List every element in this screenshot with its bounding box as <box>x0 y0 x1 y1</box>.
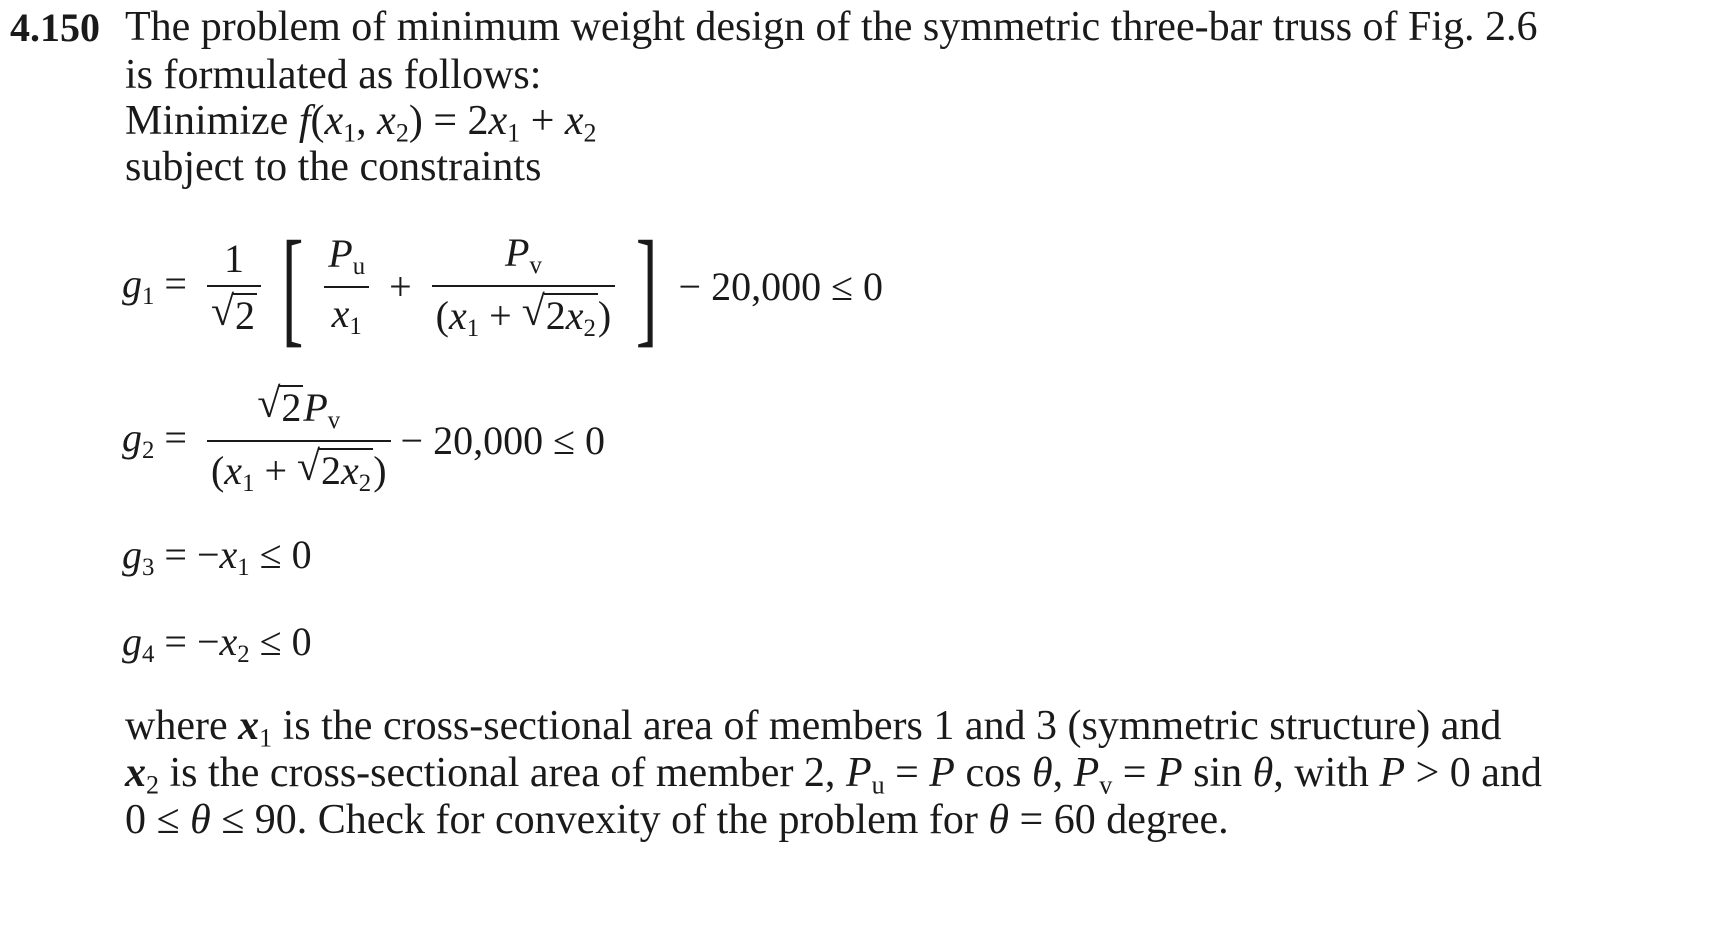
g1-prefix-denominator: √ 2 <box>207 287 261 336</box>
g2-fraction <box>207 385 391 496</box>
intro-line-2: is formulated as follows: <box>125 52 542 98</box>
g1-subscript: 1 <box>142 283 155 311</box>
g3-label: g <box>122 532 142 577</box>
objective-lhs: f <box>298 98 311 144</box>
closing-line1-text: is the cross-sectional area of members 1 and 3 (symmetric structure) and <box>272 703 1502 749</box>
g2-denominator: ($x_1$ + √ $2x_2$) <box>207 442 391 497</box>
g2-label: g <box>122 414 142 460</box>
g1-prefix-numerator: 1 <box>207 239 261 287</box>
closing-line-1: where $x_1$ is the cross-sectional area of members 1 and 3 (symmetric structure) and <box>125 703 1502 753</box>
g4-subscript: 4 <box>142 640 155 668</box>
g2-subscript: 2 <box>142 436 155 464</box>
g2-numerator: √ $2P_v$ <box>207 385 391 442</box>
subject-line: subject to the constraints <box>125 144 542 190</box>
closing-line-2: $x_2$ is the cross-sectional area of member 2, $P_u = P$ cos θ, $P_v = P$ sin θ, with P > 0 and <box>125 750 1542 800</box>
g4-label: g <box>122 619 142 664</box>
constraint-g1: $g_1$ = 1 √ 2 [ $\frac{P_u}{x_1}$ + $\frac{P_v}{(x_1 + √ 2x_2)}$ ] − 20,000 ≤ 0 <box>122 222 883 342</box>
g1-pv-numerator: $P_v$ <box>432 233 616 287</box>
g1-label: g <box>122 261 142 307</box>
g1-right-bracket: ] <box>636 215 658 359</box>
g1-pu-numerator: $P_u$ <box>324 234 369 288</box>
constraint-g3: $g_3 = -x_1 \le 0$ <box>122 532 312 581</box>
closing-line2-text: is the cross-sectional area of member 2, <box>159 750 846 796</box>
g1-pu-fraction <box>324 231 369 340</box>
constraint-g2: $g_2$ = √ $\frac{2P_v}{(x_1 + √ 2x_2)}$ − 20,000 ≤ 0 <box>122 385 605 495</box>
closing-line-3: 0 ≤ θ ≤ 90. Check for convexity of the problem for θ = 60 degree. <box>125 797 1229 843</box>
g1-prefix-fraction <box>207 235 261 338</box>
constraint-g4: $g_4 = -x_2 \le 0$ <box>122 619 312 668</box>
g1-pv-fraction <box>432 229 616 342</box>
g3-subscript: 3 <box>142 553 155 581</box>
problem-number: 4.150 <box>10 5 100 50</box>
objective-line: Minimize $f(x_1$, $x_2) = 2x_1 + x_2$ <box>125 98 597 148</box>
g1-pu-denominator: $x_1$ <box>331 291 362 340</box>
minimize-word: Minimize <box>125 98 289 144</box>
g2-tail: − 20,000 ≤ 0 <box>400 417 606 463</box>
g1-tail: − 20,000 ≤ 0 <box>678 264 884 309</box>
intro-line-1: The problem of minimum weight design of the symmetric three-bar truss of Fig. 2.6 <box>125 4 1538 50</box>
closing-where: where <box>125 703 239 749</box>
g1-pv-denominator: ($x_1$ + √ $2x_2$) <box>432 287 616 342</box>
g1-left-bracket: [ <box>281 215 304 359</box>
